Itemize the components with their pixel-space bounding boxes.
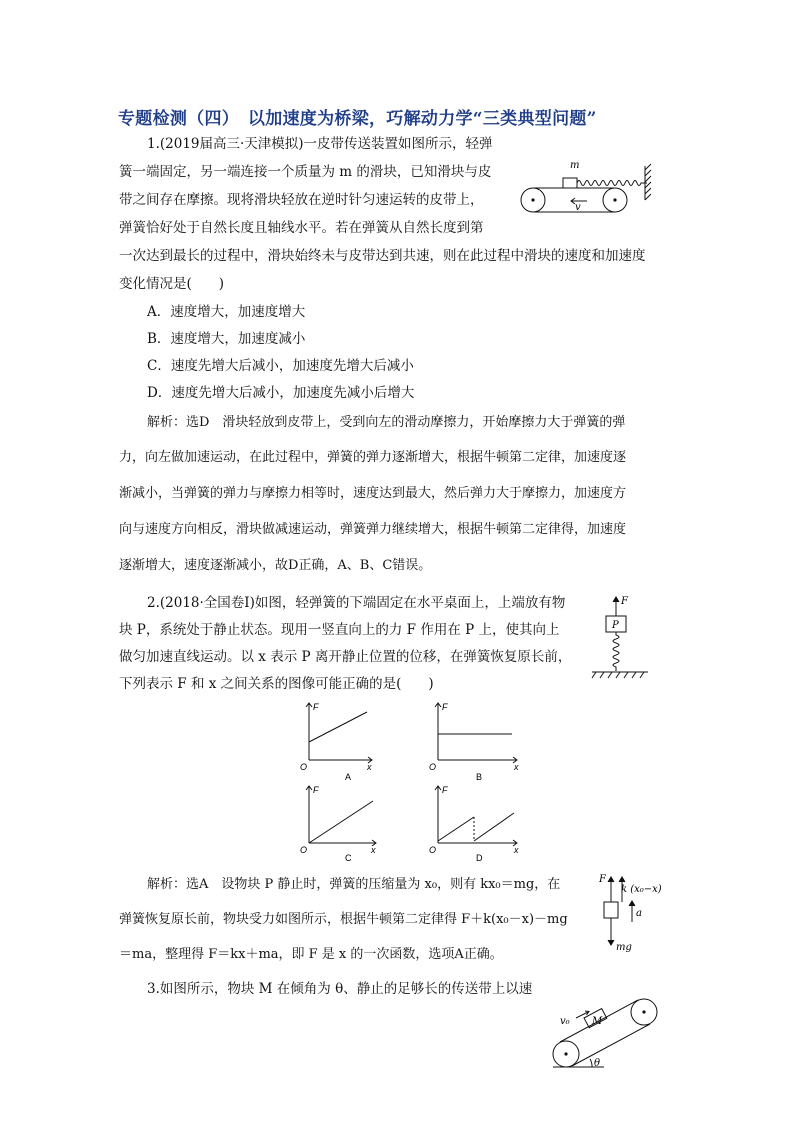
q3-line-1: 3.如图所示，物块 M 在倾角为 θ、静止的足够长的传送带上以速 [147, 981, 533, 997]
q2-line-3: 做匀加速直线运动。以 x 表示 P 离开静止位置的位移，在弹簧恢复原长前， [119, 649, 572, 665]
m-label: M [592, 1016, 603, 1027]
force-block [604, 902, 618, 918]
q1-option-a: A．速度增大，加速度增大 [147, 304, 306, 320]
graph-b-y-axis: F [442, 702, 448, 712]
graph-a [297, 700, 377, 782]
force-label: F [621, 596, 628, 607]
graph-b-origin: O [429, 762, 437, 772]
q1-solution-2: 力，向左做加速运动，在此过程中，弹簧的弹力逐渐增大，根据牛顿第二定律，加速度逐 [119, 450, 627, 465]
q2-solution-3: ＝ma，整理得 F＝kx＋ma，即 F 是 x 的一次函数，选项A正确。 [119, 947, 503, 962]
graph-d-label: D [476, 853, 483, 863]
q1-solution-5: 逐渐增大，速度逐渐减小，故D正确，A、B、C错误。 [119, 558, 432, 573]
graph-c-x-axis: x [371, 845, 376, 855]
graph-c-label: C [345, 853, 352, 863]
graph-a-y-axis: F [313, 702, 319, 712]
vertical-spring [613, 632, 619, 671]
q1-solution-4: 向与速度方向相反，滑块做减速运动，弹簧弹力继续增大，根据牛顿第二定律得，加速度 [119, 522, 627, 537]
graph-d-line-2 [474, 813, 514, 841]
graph-b-label: B [476, 772, 483, 782]
q1-line-2: 簧一端固定，另一端连接一个质量为 m 的滑块，已知滑块与皮 [119, 164, 492, 180]
q1-solution-1: 解析：选D 滑块轻放到皮带上，受到向左的滑动摩擦力，开始摩擦力大于弹簧的弹 [147, 415, 626, 430]
force-f-label: F [599, 874, 606, 885]
graph-b-x-axis: x [514, 762, 519, 772]
q2-line-4: 下列表示 F 和 x 之间关系的图像可能正确的是( ) [119, 676, 434, 692]
gravity-label: mg [616, 942, 632, 953]
theta-label: θ [594, 1058, 601, 1069]
graph-c-line [309, 801, 373, 843]
page-title: 专题检测（四） 以加速度为桥梁，巧解动力学“三类典型问题” [118, 109, 597, 129]
block-label: P [612, 620, 619, 631]
q1-option-d: D．速度先增大后减小，加速度先减小后增大 [147, 385, 415, 401]
q1-line-1: 1.(2019届高三·天津模拟)一皮带传送装置如图所示，轻弹 [147, 136, 493, 152]
q1-line-5: 一次达到最长的过程中，滑块始终未与皮带达到共速，则在此过程中滑块的速度和加速度 [119, 248, 646, 264]
q1-option-b: B．速度增大，加速度减小 [147, 331, 306, 347]
graph-b [428, 700, 522, 782]
graph-d-y-axis: F [442, 785, 448, 795]
graph-d-x-axis: x [514, 845, 519, 855]
q2-line-2: 块 P，系统处于静止状态。现用一竖直向上的力 F 作用在 P 上，使其向上 [119, 622, 560, 638]
graph-d [428, 783, 522, 865]
q2-solution-1: 解析：选A 设物块 P 静止时，弹簧的压缩量为 x₀，则有 kx₀＝mg，在 [147, 877, 561, 892]
acceleration-label: a [636, 908, 642, 919]
q1-line-3: 带之间存在摩擦。现将滑块轻放在逆时针匀速运转的皮带上， [119, 192, 484, 208]
q3-incline-figure [548, 996, 664, 1074]
q1-solution-3: 渐减小，当弹簧的弹力与摩擦力相等时，速度达到最大，然后弹力大于摩擦力，加速度方 [119, 486, 627, 501]
q2-spring-figure [588, 592, 654, 680]
graph-d-origin: O [429, 845, 437, 855]
spring-force-label: k (x₀−x) [621, 884, 662, 895]
graph-a-origin: O [300, 762, 308, 772]
slider-block [563, 178, 577, 188]
velocity-label: v [575, 202, 581, 213]
spring [577, 181, 647, 186]
graph-c [297, 783, 381, 865]
graph-a-line [309, 712, 367, 742]
graph-c-origin: O [300, 845, 308, 855]
q1-line-6: 变化情况是( ) [119, 276, 225, 292]
graph-a-x-axis: x [367, 762, 372, 772]
q1-line-4: 弹簧恰好处于自然长度且轴线水平。若在弹簧从自然长度到第 [119, 220, 484, 236]
q2-force-diagram [598, 872, 680, 954]
graph-c-y-axis: F [313, 785, 319, 795]
v0-label: v₀ [560, 1016, 570, 1027]
graph-d-line-1 [438, 817, 474, 841]
graph-a-label: A [345, 772, 352, 782]
q1-option-c: C．速度先增大后减小，加速度先增大后减小 [147, 358, 414, 374]
mass-label: m [570, 160, 580, 171]
q2-line-1: 2.(2018·全国卷Ⅰ)如图，轻弹簧的下端固定在水平桌面上，上端放有物 [147, 595, 566, 611]
q1-conveyor-figure [515, 158, 660, 222]
q2-solution-2: 弹簧恢复原长前，物块受力如图所示，根据牛顿第二定律得 F＋k(x₀－x)－mg [119, 912, 568, 927]
angle-arc [590, 1059, 592, 1067]
